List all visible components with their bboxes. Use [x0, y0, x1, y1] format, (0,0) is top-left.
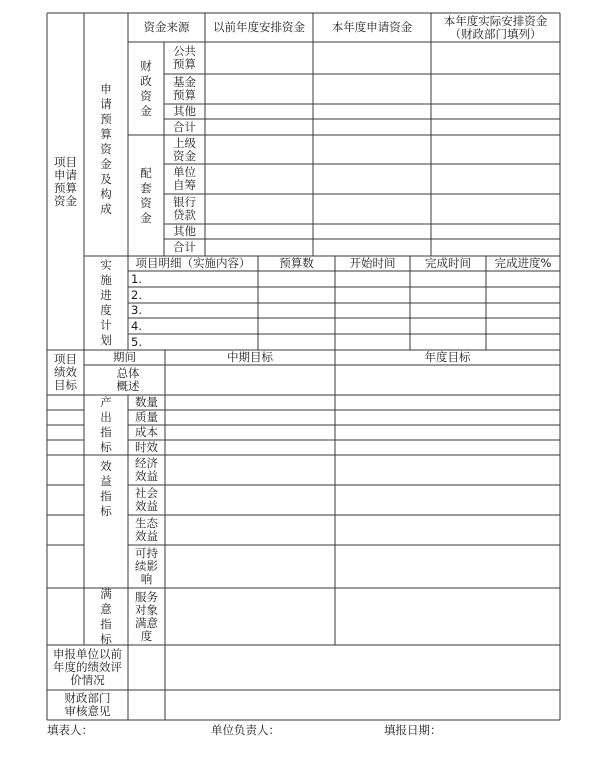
plan-row-1: 1. — [131, 271, 142, 286]
plan-header-end: 完成时间 — [425, 256, 471, 270]
benefit-item-ecological: 生态 效益 — [135, 516, 158, 543]
satisfaction-item-service: 服务 对象 满意 度 — [135, 589, 158, 643]
benefit-item-economic: 经济 效益 — [135, 456, 158, 483]
plan-row-2: 2. — [131, 287, 142, 302]
section-project-budget-label: 项目 申请 预算 资金 — [54, 154, 77, 208]
group-benefit-label: 效 益 指 标 — [100, 459, 112, 518]
footer-filler: 填表人： — [47, 723, 93, 737]
plan-row-3: 3. — [131, 303, 142, 317]
perf-header-period: 期间 — [113, 350, 136, 364]
col-header-source: 资金来源 — [143, 20, 190, 34]
plan-row-4: 4. — [131, 318, 142, 333]
matching-item-total: 合计 — [173, 240, 196, 254]
plan-header-progress: 完成进度% — [494, 256, 552, 270]
group-output-label: 产 出 指 标 — [100, 395, 112, 454]
plan-header-detail: 项目明细（实施内容） — [135, 256, 251, 270]
group-matching-label: 配 套 资 金 — [140, 165, 152, 225]
plan-header-budget: 预算数 — [279, 256, 314, 270]
group-fiscal-label: 财 政 资 金 — [140, 58, 152, 118]
section-performance-label: 项目 绩效 目标 — [54, 352, 77, 392]
subsection-composition-label: 申 请 预 算 资 金 及 构 成 — [100, 81, 112, 216]
group-satisfaction-label: 满 意 指 标 — [100, 586, 112, 646]
output-item-timeliness: 时效 — [135, 440, 158, 454]
output-item-quality: 质量 — [135, 410, 158, 424]
matching-item-bank-loan: 银行 贷款 — [173, 195, 196, 222]
col-header-current: 本年度申请资金 — [331, 20, 413, 34]
plan-row-5: 5. — [131, 334, 142, 349]
benefit-item-sustainable: 可持 续影 响 — [135, 546, 158, 586]
row-evaluation-label: 申报单位以前 年度的绩效评 价情况 — [53, 647, 122, 687]
output-item-quantity: 数量 — [135, 395, 158, 409]
plan-header-start: 开始时间 — [349, 256, 396, 270]
matching-item-self-raised: 单位 自筹 — [173, 165, 196, 192]
subsection-plan-label: 实 施 进 度 计 划 — [100, 258, 112, 347]
matching-item-superior: 上级 资金 — [173, 135, 196, 163]
fiscal-item-other: 其他 — [173, 104, 196, 118]
col-header-previous: 以前年度安排资金 — [213, 20, 305, 34]
overview-label: 总体 概述 — [116, 366, 140, 393]
fiscal-item-fund-budget: 基金 预算 — [173, 75, 196, 102]
footer-leader: 单位负责人： — [211, 723, 280, 737]
col-header-actual: 本年度实际安排资金 （财政部门填列） — [443, 13, 548, 41]
footer-date: 填报日期： — [384, 723, 442, 737]
row-review-label: 财政部门 审核意见 — [64, 691, 111, 718]
output-item-cost: 成本 — [135, 425, 158, 439]
perf-header-mid: 中期目标 — [227, 350, 273, 364]
perf-header-annual: 年度目标 — [424, 350, 471, 364]
matching-item-other: 其他 — [173, 224, 196, 238]
fiscal-item-total: 合计 — [173, 119, 196, 134]
fiscal-item-public-budget: 公共 预算 — [173, 44, 196, 71]
benefit-item-social: 社会 效益 — [135, 486, 158, 513]
